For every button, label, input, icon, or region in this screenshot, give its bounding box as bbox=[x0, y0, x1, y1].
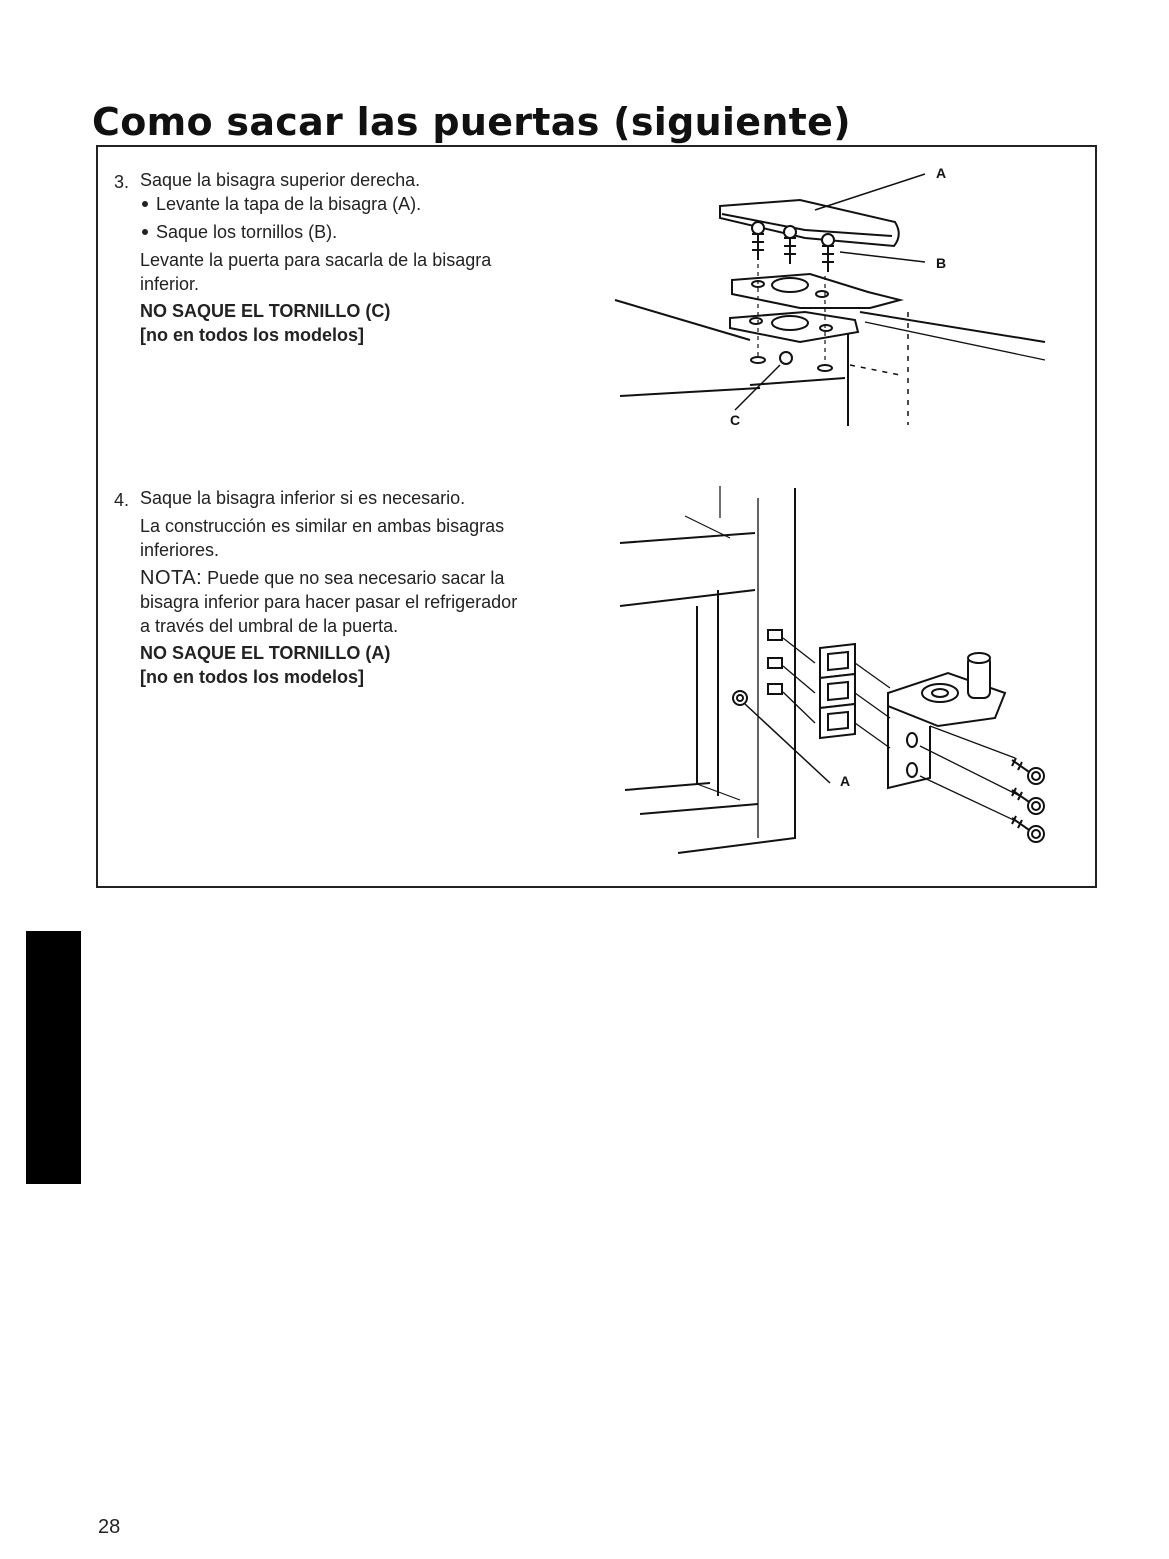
step-4-nota-line-3: a través del umbral de la puerta. bbox=[140, 616, 399, 636]
step-3-number: 3. bbox=[114, 172, 130, 192]
label-c: C bbox=[730, 412, 741, 428]
step-4-warning-line-1: NO SAQUE EL TORNILLO (A) bbox=[140, 643, 391, 663]
step-3-warning-line-1: NO SAQUE EL TORNILLO (C) bbox=[140, 301, 391, 321]
bullet-icon bbox=[142, 229, 148, 235]
step-3-bullet-1: Levante la tapa de la bisagra (A). bbox=[140, 192, 580, 216]
lower-hinge-figure bbox=[600, 478, 1060, 868]
step-4-warning-line-2: [no en todos los modelos] bbox=[140, 667, 364, 687]
step-3-text-line-2: inferior. bbox=[140, 274, 200, 294]
label-b: B bbox=[936, 255, 947, 271]
step-4-nota-line-1: NOTA: Puede que no sea necesario sacar la bbox=[140, 567, 505, 589]
page-title: Como sacar las puertas (siguiente) bbox=[92, 100, 851, 144]
step-4-body bbox=[140, 486, 580, 689]
step-4-number: 4. bbox=[114, 490, 130, 510]
bullet-icon bbox=[142, 201, 148, 207]
label-a: A bbox=[936, 165, 947, 181]
step-4-text-line-2: inferiores. bbox=[140, 540, 220, 560]
step-4-text-line-1: La construcción es similar en ambas bisagras bbox=[140, 516, 505, 536]
upper-hinge-figure bbox=[600, 160, 1060, 450]
step-4-nota-line-2: bisagra inferior para hacer pasar el refrigerador bbox=[140, 592, 518, 612]
step-3-text-line-1: Levante la puerta para sacarla de la bisagra bbox=[140, 250, 492, 270]
step-3-body bbox=[140, 168, 580, 347]
upper-hinge-drawing bbox=[615, 174, 1045, 426]
nota-label: NOTA: bbox=[140, 567, 203, 589]
step-4-intro: Saque la bisagra inferior si es necesario. bbox=[140, 488, 466, 508]
step-3-intro: Saque la bisagra superior derecha. bbox=[140, 170, 421, 190]
page-number: 28 bbox=[98, 1516, 121, 1538]
step-3-bullet-2: Saque los tornillos (B). bbox=[140, 220, 580, 244]
label-a-lower: A bbox=[840, 773, 851, 789]
step-3-warning-line-2: [no en todos los modelos] bbox=[140, 325, 364, 345]
lower-hinge-drawing bbox=[620, 486, 1044, 853]
section-tab bbox=[26, 931, 81, 1184]
